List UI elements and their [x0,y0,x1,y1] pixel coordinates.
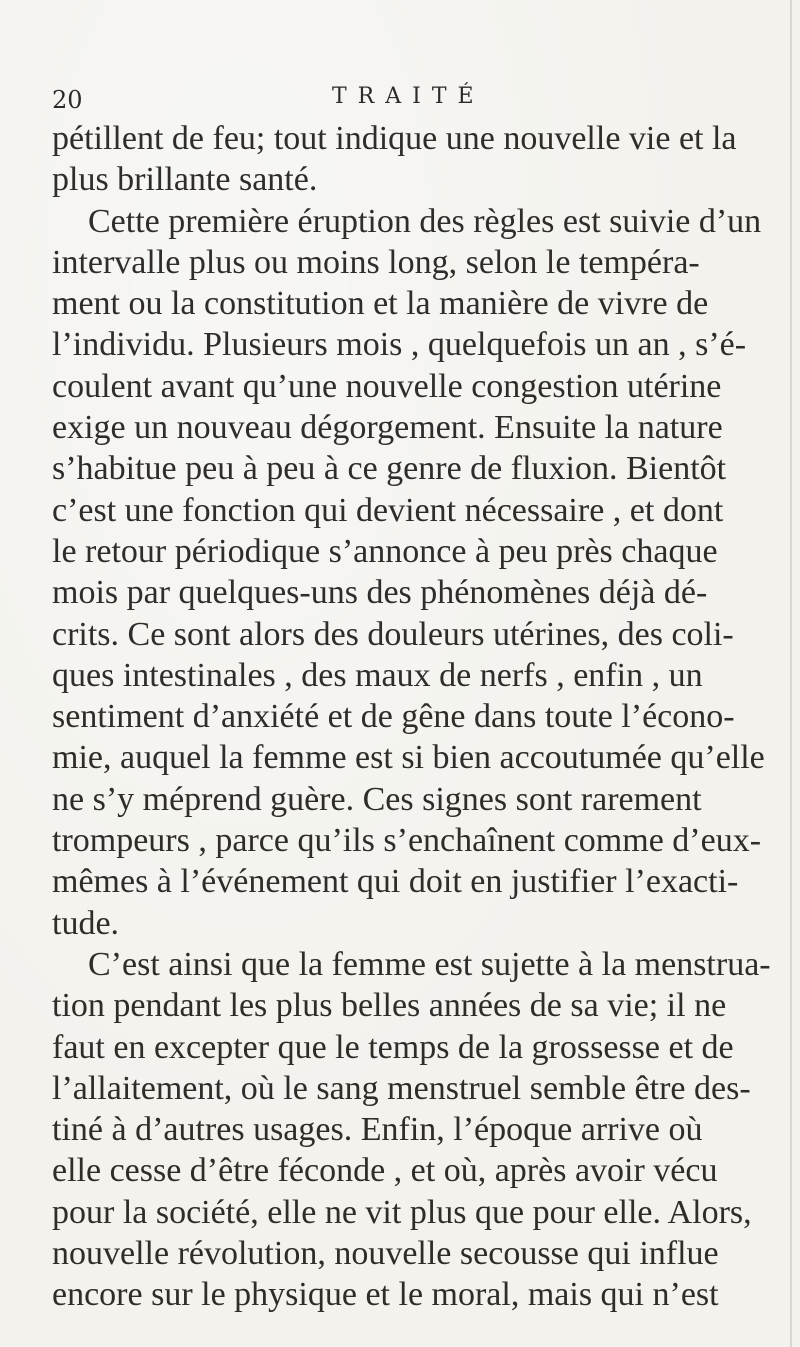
text-line: l’individu. Plusieurs mois , quelquefois un an , s’é- [52,326,747,364]
text-line: plus brillante santé. [52,161,318,199]
text-line: tude. [52,904,120,942]
running-head: TRAITÉ [332,84,485,109]
paragraph-start-line: C’est ainsi que la femme est sujette à la menstrua- [88,945,771,983]
text-line: nouvelle révolution, nouvelle secousse qui influe [52,1235,719,1273]
text-line: encore sur le physique et le moral, mais qui n’est [52,1276,719,1314]
text-line: le retour périodique s’annonce à peu près chaque [52,532,718,570]
text-line: trompeurs , parce qu’ils s’enchaînent comme d’eux- [52,822,762,860]
text-line: exige un nouveau dégorgement. Ensuite la nature [52,409,723,447]
text-line: s’habitue peu à peu à ce genre de fluxion. Bientôt [52,450,727,488]
text-line: mie, auquel la femme est si bien accoutumée qu’elle [52,739,765,777]
text-line: c’est une fonction qui devient nécessaire , et dont [52,491,724,529]
text-line: tiné à d’autres usages. Enfin, l’époque arrive où [52,1111,703,1149]
text-line: intervalle plus ou moins long, selon le tempéra- [52,243,700,281]
text-line: mois par quelques-uns des phénomènes déjà dé- [52,574,708,612]
text-line: tion pendant les plus belles années de sa vie; il ne [52,987,727,1025]
text-line: pour la société, elle ne vit plus que pour elle. Alors, [52,1193,752,1231]
text-line: ne s’y méprend guère. Ces signes sont rarement [52,780,702,818]
paragraph-start-line: Cette première éruption des règles est suivie d’un [88,202,762,240]
text-line: faut en excepter que le temps de la grossesse et de [52,1028,734,1066]
page-header [52,78,740,118]
text-line: crits. Ce sont alors des douleurs utérines, des coli- [52,615,734,653]
text-line: l’allaitement, où le sang menstruel semble être des- [52,1069,751,1107]
text-line: sentiment d’anxiété et de gêne dans toute l’écono- [52,698,735,736]
text-line: ment ou la constitution et la manière de vivre de [52,285,709,323]
text-line: coulent avant qu’une nouvelle congestion utérine [52,367,722,405]
text-line: elle cesse d’être féconde , et où, après avoir vécu [52,1152,718,1190]
text-line: ques intestinales , des maux de nerfs , enfin , un [52,656,703,694]
text-line: mêmes à l’événement qui doit en justifier l’exacti- [52,863,739,901]
body-text [52,118,792,1316]
page-number: 20 [52,86,83,114]
text-line: pétillent de feu; tout indique une nouvelle vie et la [52,120,737,157]
